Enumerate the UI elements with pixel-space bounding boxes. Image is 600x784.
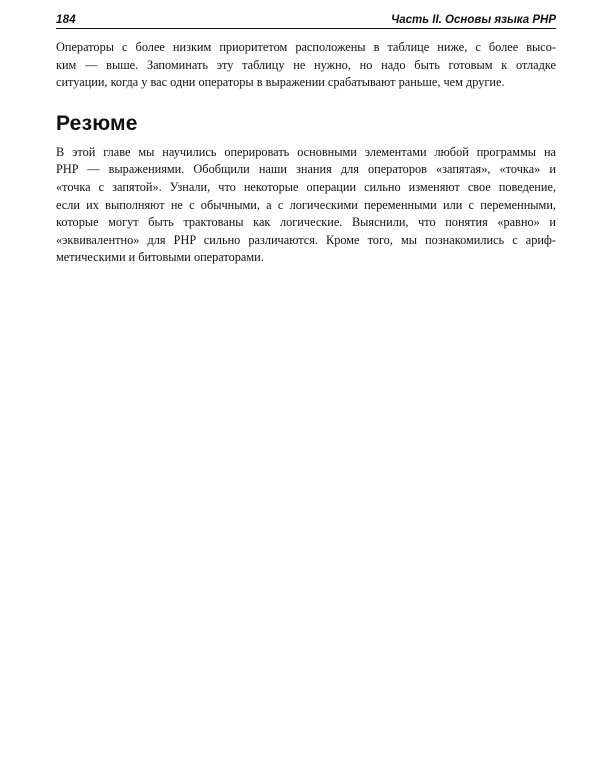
text-line: Операторы с более низким приоритетом расположены в таблице ниже, с более высо- xyxy=(56,40,556,54)
text-line: PHP — выражениями. Обобщили наши знания для операторов «запятая», «точка» и xyxy=(56,162,556,177)
text-line: В этой главе мы научились оперировать основными элементами любой программы на xyxy=(56,144,556,159)
running-header xyxy=(56,14,556,29)
chapter-title: Часть II. Основы языка PHP xyxy=(391,14,556,26)
text-line: «эквивалентно» для PHP сильно различаются. Кроме того, мы познакомились с ариф- xyxy=(56,232,556,247)
text-line: если их выполняют не с обычными, а с логическими переменными или с переменными, xyxy=(56,197,556,212)
text-line: ким — выше. Запоминать эту таблицу не нужно, но надо быть готовым к отладке xyxy=(56,57,556,72)
text-line: ситуации, когда у вас одни операторы в выражении срабатывают раньше, чем другие. xyxy=(56,75,505,90)
intro-paragraph xyxy=(56,39,556,92)
text-line: метическими и битовыми операторами. xyxy=(56,250,264,265)
book-page xyxy=(56,14,556,267)
section-heading: Резюме xyxy=(56,111,138,135)
page-number: 184 xyxy=(56,14,76,26)
text-line: которые могут быть трактованы как логические. Выяснили, что понятия «равно» и xyxy=(56,215,556,230)
summary-paragraph xyxy=(56,144,556,267)
text-line: «точка с запятой». Узнали, что некоторые операции сильно изменяют свое поведение, xyxy=(56,179,556,194)
